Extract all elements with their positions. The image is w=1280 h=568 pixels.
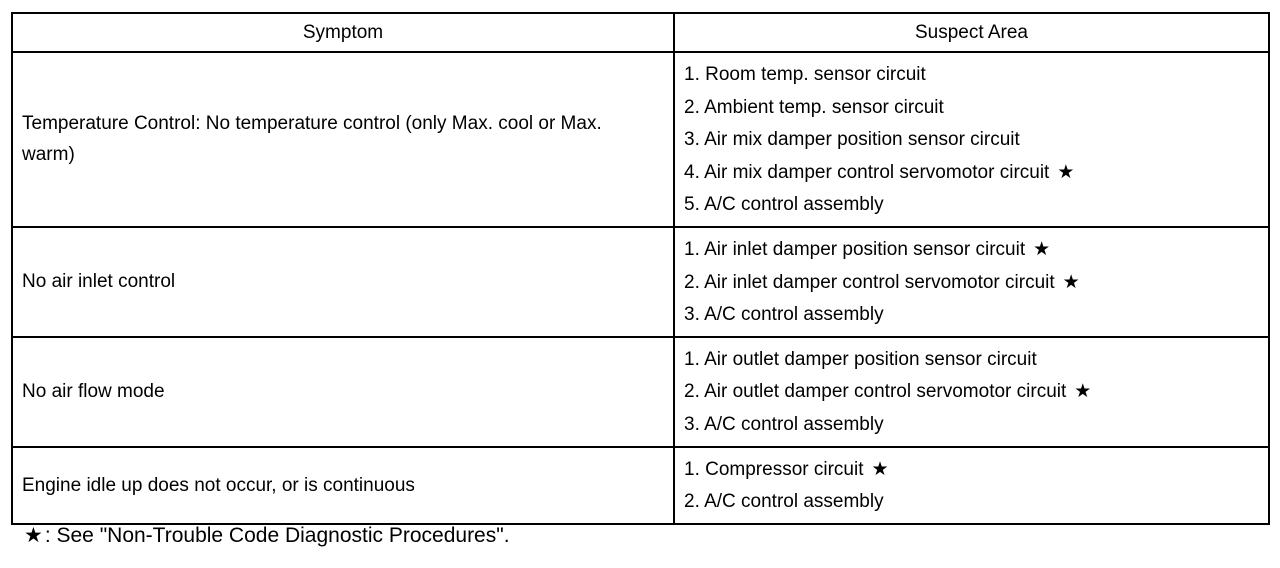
suspect-area-cell <box>674 52 1269 227</box>
suspect-area-item <box>684 59 1268 92</box>
suspect-area-item <box>684 92 1268 125</box>
suspect-area-item-text: 1. Compressor circuit <box>684 458 864 480</box>
suspect-area-item <box>684 454 1268 487</box>
footnote-text: : See "Non-Trouble Code Diagnostic Procedures". <box>44 524 510 547</box>
suspect-area-list <box>684 344 1268 442</box>
suspect-area-item <box>684 189 1268 222</box>
suspect-area-item-text: 1. Air outlet damper position sensor circuit <box>684 348 1037 370</box>
suspect-area-cell <box>674 227 1269 337</box>
suspect-area-list <box>684 454 1268 519</box>
suspect-area-cell <box>674 447 1269 524</box>
suspect-area-item <box>684 157 1268 190</box>
table-row <box>12 447 1269 524</box>
table-header-row <box>12 13 1269 52</box>
suspect-area-item <box>684 344 1268 377</box>
suspect-area-item-text: 3. A/C control assembly <box>684 304 884 326</box>
suspect-area-item <box>684 267 1268 300</box>
suspect-area-item-text: 3. Air mix damper position sensor circuit <box>684 129 1020 151</box>
header-symptom: Symptom <box>12 13 674 52</box>
star-icon: ★ <box>871 458 889 480</box>
suspect-area-item-text: 2. A/C control assembly <box>684 491 884 513</box>
symptom-cell: No air flow mode <box>12 337 674 447</box>
suspect-area-item <box>684 376 1268 409</box>
table-body <box>12 52 1269 524</box>
suspect-area-item <box>684 234 1268 267</box>
symptom-cell: Engine idle up does not occur, or is continuous <box>12 447 674 524</box>
suspect-area-list <box>684 59 1268 222</box>
header-suspect-area: Suspect Area <box>674 13 1269 52</box>
star-icon: ★ <box>1074 381 1092 403</box>
suspect-area-item <box>684 299 1268 332</box>
troubleshooting-table-container <box>11 12 1270 525</box>
star-icon: ★ <box>1033 238 1051 260</box>
table-row <box>12 337 1269 447</box>
symptom-table <box>11 12 1270 525</box>
suspect-area-item-text: 1. Room temp. sensor circuit <box>684 64 926 85</box>
suspect-area-item <box>684 486 1268 519</box>
suspect-area-cell <box>674 337 1269 447</box>
star-icon: ★ <box>1057 161 1075 183</box>
suspect-area-item-text: 3. A/C control assembly <box>684 413 884 435</box>
footnote <box>24 521 510 551</box>
suspect-area-item-text: 1. Air inlet damper position sensor circuit <box>684 238 1026 260</box>
star-icon: ★ <box>24 524 43 547</box>
suspect-area-item-text: 2. Ambient temp. sensor circuit <box>684 96 944 118</box>
star-icon: ★ <box>1062 271 1080 293</box>
symptom-cell: Temperature Control: No temperature control (only Max. cool or Max. warm) <box>12 52 674 227</box>
suspect-area-item-text: 4. Air mix damper control servomotor circuit <box>684 161 1050 183</box>
table-row <box>12 52 1269 227</box>
suspect-area-item-text: 2. Air inlet damper control servomotor circuit <box>684 271 1055 293</box>
suspect-area-item <box>684 124 1268 157</box>
suspect-area-list <box>684 234 1268 332</box>
table-row <box>12 227 1269 337</box>
suspect-area-item-text: 2. Air outlet damper control servomotor circuit <box>684 381 1067 403</box>
suspect-area-item-text: 5. A/C control assembly <box>684 194 884 216</box>
suspect-area-item <box>684 409 1268 442</box>
symptom-cell: No air inlet control <box>12 227 674 337</box>
